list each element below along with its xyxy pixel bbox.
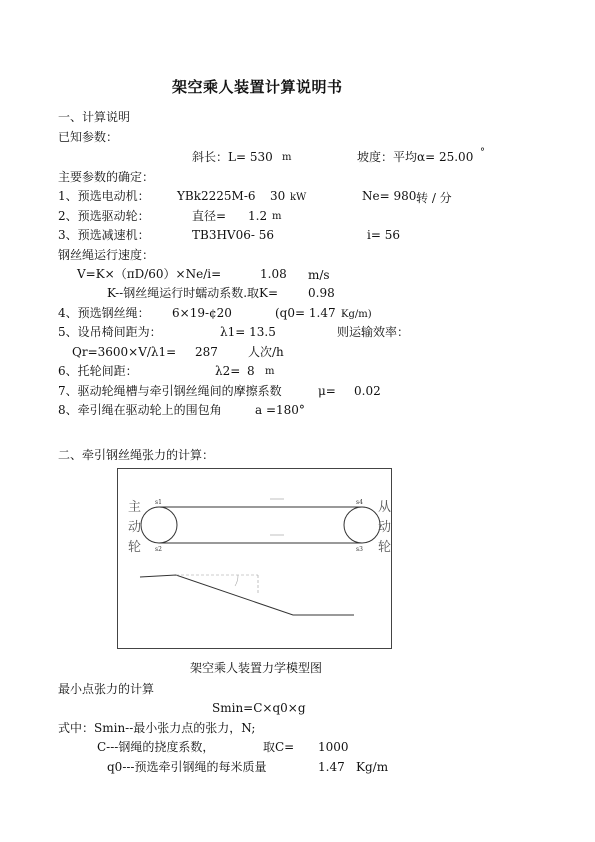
- reducer-model: TB3HV06- 56: [192, 228, 274, 242]
- motor-power: 30: [270, 189, 286, 203]
- rope-label: 4、预选钢丝绳：: [58, 306, 150, 320]
- motor-speed: Ne= 980: [362, 189, 417, 203]
- slope-length: 斜长：L= 530: [192, 150, 273, 164]
- driven-wheel-label-3: 轮: [378, 540, 392, 555]
- deflection-coefficient-desc: C---钢绳的挠度系数，: [97, 740, 215, 754]
- chair-spacing-value: λ1= 13.5: [220, 325, 276, 339]
- known-params-label: 已知参数：: [58, 130, 119, 144]
- motor-speed-unit: 转 / 分: [416, 191, 452, 205]
- drive-diameter-unit: m: [272, 211, 282, 222]
- force-model-figure: [117, 468, 392, 649]
- min-tension-heading: 最小点张力的计算: [58, 682, 155, 696]
- point-s2-label: s2: [155, 546, 162, 553]
- deflection-coefficient-value: 1000: [318, 740, 349, 754]
- driven-wheel: [344, 507, 380, 543]
- driven-wheel-label-2: 动: [378, 520, 392, 535]
- creep-coefficient-value: 0.98: [308, 286, 335, 300]
- velocity-formula: V=K×（πD/60）×Ne/i=: [77, 267, 222, 281]
- drive-wheel-label-3: 轮: [128, 540, 142, 555]
- friction-coefficient-symbol: μ=: [318, 384, 336, 398]
- section-heading-2: 二、牵引钢丝绳张力的计算：: [58, 448, 215, 462]
- chair-spacing-label: 5、设吊椅间距为：: [58, 325, 162, 339]
- capacity-unit: 人次/h: [248, 345, 284, 359]
- idler-spacing-symbol: λ2=: [215, 364, 241, 378]
- rope-mass-unit-2: Kg/m: [356, 760, 389, 774]
- slope-length-unit: m: [282, 152, 292, 163]
- rope-speed-label: 钢丝绳运行速度：: [58, 248, 155, 262]
- drive-wheel-label-2: 动: [128, 520, 142, 535]
- smin-definition: 式中：Smin--最小张力点的张力，N;: [58, 721, 256, 735]
- transport-efficiency-label: 则运输效率：: [337, 325, 410, 339]
- rope-mass-unit: Kg/m): [341, 309, 372, 320]
- friction-coefficient-label: 7、驱动轮绳槽与牵引钢丝绳间的摩擦系数: [58, 384, 282, 398]
- point-s4-label: s4: [356, 499, 363, 506]
- driven-wheel-label-1: 从: [378, 500, 392, 515]
- wrap-angle-label: 8、牵引绳在驱动轮上的围包角: [58, 403, 222, 417]
- motor-power-unit: kW: [290, 192, 307, 203]
- velocity-value: 1.08: [260, 267, 287, 281]
- drive-wheel-label: 2、预选驱动轮：: [58, 209, 150, 223]
- rope-mass-value: 1.47: [318, 760, 345, 774]
- idler-spacing-value: 8: [247, 364, 255, 378]
- rope-mass: (q0= 1.47: [275, 306, 336, 320]
- friction-coefficient-value: 0.02: [354, 384, 381, 398]
- section-heading-1: 一、计算说明: [58, 110, 131, 124]
- reducer-label: 3、预选减速机：: [58, 228, 150, 242]
- motor-label: 1、预选电动机：: [58, 189, 150, 203]
- deflection-coefficient-take: 取C=: [263, 740, 295, 754]
- main-params-label: 主要参数的确定：: [58, 170, 155, 184]
- grade: 坡度：平均α= 25.00: [357, 150, 474, 164]
- creep-coefficient-desc: K--钢丝绳运行时蠕动系数.取K=: [107, 286, 279, 300]
- rope-mass-desc: q0---预选牵引钢绳的每米质量: [107, 760, 267, 774]
- terrain-profile: [140, 575, 354, 615]
- drive-diameter-label: 直径=: [192, 209, 227, 223]
- point-s3-label: s3: [356, 546, 363, 553]
- point-s1-label: s1: [155, 499, 162, 506]
- drive-wheel-label-1: 主: [128, 500, 142, 515]
- page-title: 架空乘人装置计算说明书: [172, 78, 343, 96]
- reducer-ratio: i= 56: [367, 228, 400, 242]
- figure-caption: 架空乘人装置力学模型图: [190, 661, 323, 675]
- rope-spec: 6×19-¢20: [172, 306, 232, 320]
- motor-model: YBk2225M-6: [177, 189, 256, 203]
- capacity-formula: Qr=3600×V/λ1=: [72, 345, 177, 359]
- force-model-diagram: [118, 469, 393, 650]
- grade-degree: °: [480, 147, 485, 158]
- idler-spacing-unit: m: [265, 366, 275, 377]
- min-tension-formula: Smin=C×q0×g: [212, 701, 306, 715]
- drive-diameter-value: 1.2: [248, 209, 268, 223]
- slope-angle-arc: [235, 575, 238, 586]
- velocity-unit: m/s: [308, 268, 330, 282]
- wrap-angle-value: a =180°: [255, 403, 305, 417]
- capacity-value: 287: [195, 345, 218, 359]
- idler-spacing-label: 6、托轮间距：: [58, 364, 138, 378]
- drive-wheel: [141, 507, 177, 543]
